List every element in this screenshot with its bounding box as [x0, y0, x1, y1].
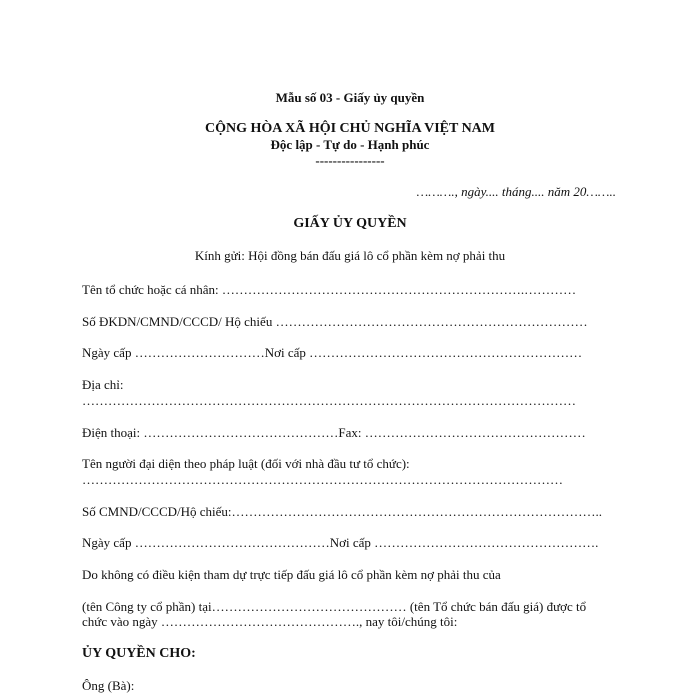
- separator-line: ----------------: [315, 153, 385, 168]
- phone-fax-field: Điện thoại: ………………………………………Fax: ……………………………………………: [82, 425, 586, 440]
- address-label: Địa chỉ:: [82, 377, 124, 392]
- authorize-heading: ỦY QUYỀN CHO:: [82, 646, 196, 661]
- country-name: CỘNG HÒA XÃ HỘI CHỦ NGHĨA VIỆT NAM: [204, 121, 495, 136]
- date-line: ………., ngày.... tháng.... năm 20……..: [416, 184, 616, 199]
- statement-line-2: (tên Công ty cổ phần) tại……………………………………… (tên Tổ chức bán đấu giá) được tổ: [82, 599, 587, 614]
- org-name-field: Tên tổ chức hoặc cá nhân: …………………………………………………………….…………: [82, 282, 577, 297]
- motto: Độc lập - Tự do - Hạnh phúc: [270, 137, 430, 152]
- representative-label: Tên người đại diện theo pháp luật (đối với nhà đầu tư tổ chức):: [82, 456, 410, 471]
- form-number: Mẫu số 03 - Giấy ủy quyền: [275, 90, 425, 105]
- statement-line-1: Do không có điều kiện tham dự trực tiếp đấu giá lô cổ phần kèm nợ phải thu của: [82, 567, 501, 582]
- representative-issue-field: Ngày cấp ………………………………………Nơi cấp …………………………………………….: [82, 535, 599, 550]
- id-number-field: Số ĐKDN/CMND/CCCD/ Hộ chiếu ………………………………………………………………: [82, 314, 588, 329]
- issue-date-field: Ngày cấp …………………………Nơi cấp ………………………………………………………: [82, 345, 583, 360]
- addressee: Kính gửi: Hội đồng bán đấu giá lô cổ phần kèm nợ phải thu: [194, 248, 506, 263]
- document-title: GIẤY ỦY QUYỀN: [293, 216, 407, 231]
- representative-id-field: Số CMND/CCCD/Hộ chiếu:…………………………………………………………………………..: [82, 504, 603, 519]
- representative-dots: …………………………………………………………………………………………………: [82, 472, 563, 487]
- statement-line-3: chức vào ngày ………………………………………., nay tôi/chúng tôi:: [82, 614, 458, 629]
- address-dots: ……………………………………………………………………………………………………: [82, 393, 576, 408]
- mr-mrs-label: Ông (Bà):: [82, 678, 135, 693]
